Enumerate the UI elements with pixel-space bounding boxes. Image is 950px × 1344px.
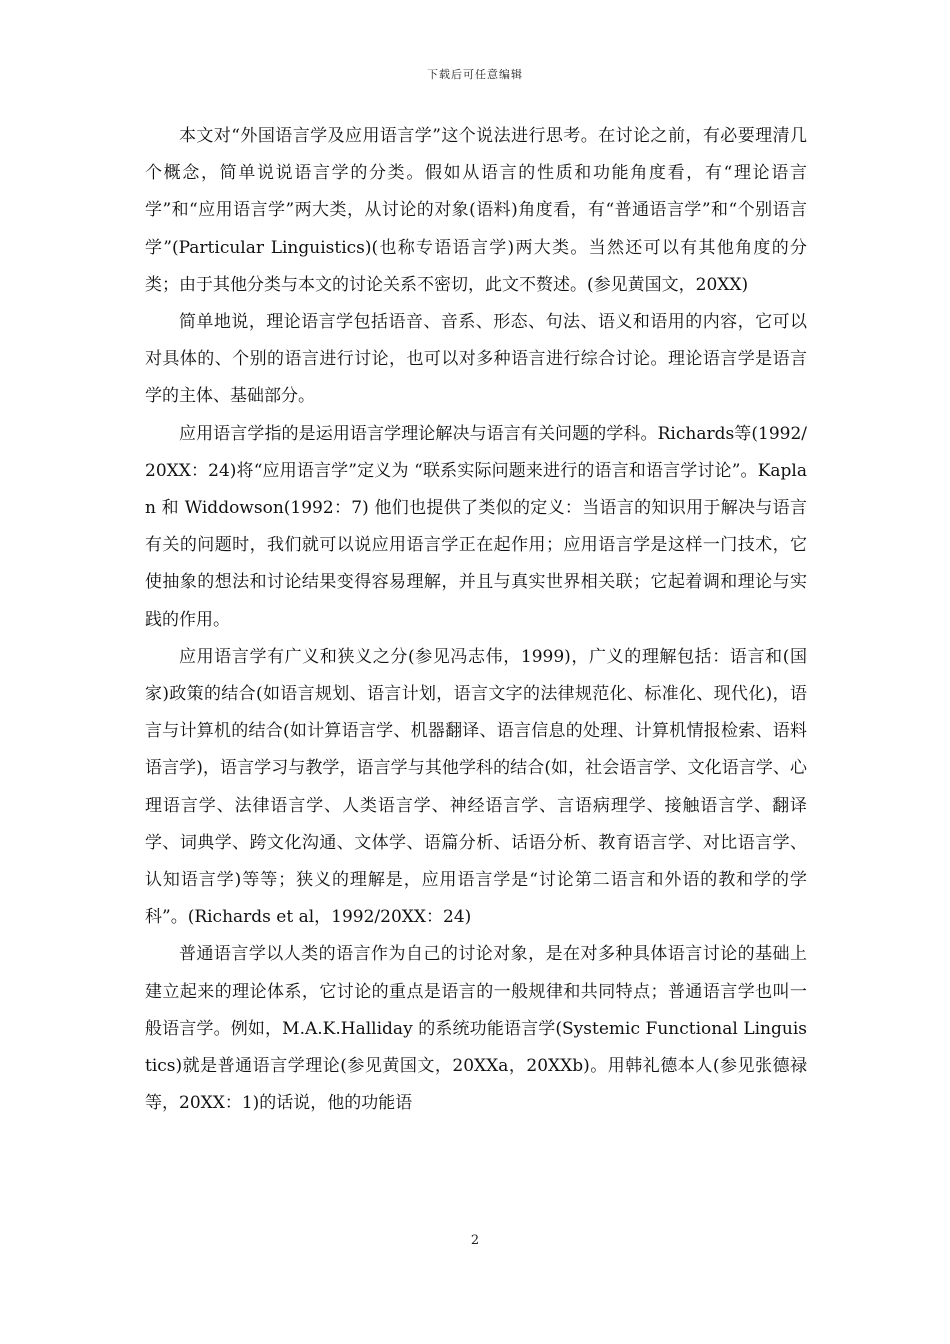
paragraph: 应用语言学有广义和狭义之分(参见冯志伟，1999)，广义的理解包括：语言和(国家)政策的结合(如语言规划、语言计划，语言文字的法律规范化、标准化、现代化)，语言与计算机的结合(如计算语言学、机器翻译、语言信息的处理、计算机情报检索、语料语言学)，语言学习与教学，语言学与其他学科的结合(如，社会语言学、文化语言学、心理语言学、法律语言学、人类语言学、神经语言学、言语病理学、接触语言学、翻译学、词典学、跨文化沟通、文体学、语篇分析、话语分析、教育语言学、对比语言学、认知语言学)等等；狭义的理解是，应用语言学是“讨论第二语言和外语的教和学的学科”。(Richards et al，1992/20XX：24) (145, 646, 807, 928)
paragraph: 普通语言学以人类的语言作为自己的讨论对象，是在对多种具体语言讨论的基础上建立起来的理论体系，它讨论的重点是语言的一般规律和共同特点；普通语言学也叫一般语言学。例如，M.A.K.Halliday 的系统功能语言学(Systemic Functional Linguistics)就是普通语言学理论(参见黄国文，20XXa，20XXb)。用韩礼德本人(参见张德禄等，20XX：1)的话说，他的功能语 (145, 944, 807, 1114)
paragraph: 本文对“外国语言学及应用语言学”这个说法进行思考。在讨论之前，有必要理清几个概念，简单说说语言学的分类。假如从语言的性质和功能角度看，有“理论语言学”和“应用语言学”两大类，从讨论的对象(语料)角度看，有“普通语言学”和“个别语言学”(Particular Linguistics)(也称专语语言学)两大类。当然还可以有其他角度的分类；由于其他分类与本文的讨论关系不密切，此文不赘述。(参见黄国文，20XX) (145, 126, 807, 295)
page-number: 2 (470, 1233, 480, 1248)
paragraph: 应用语言学指的是运用语言学理论解决与语言有关问题的学科。Richards等(1992/20XX：24)将“应用语言学”定义为 “联系实际问题来进行的语言和语言学讨论”。Kaplan 和 Widdowson(1992：7) 他们也提供了类似的定义：当语言的知识用于解决与语言有关的问题时，我们就可以说应用语言学正在起作用；应用语言学是这样一门技术，它使抽象的想法和讨论结果变得容易理解，并且与真实世界相关联；它起着调和理论与实践的作用。 (145, 423, 807, 630)
body-text (145, 118, 807, 1122)
paragraph: 简单地说，理论语言学包括语音、音系、形态、句法、语义和语用的内容，它可以对具体的、个别的语言进行讨论，也可以对多种语言进行综合讨论。理论语言学是语言学的主体、基础部分。 (145, 312, 807, 407)
page-header-note: 下载后可任意编辑 (427, 68, 523, 81)
